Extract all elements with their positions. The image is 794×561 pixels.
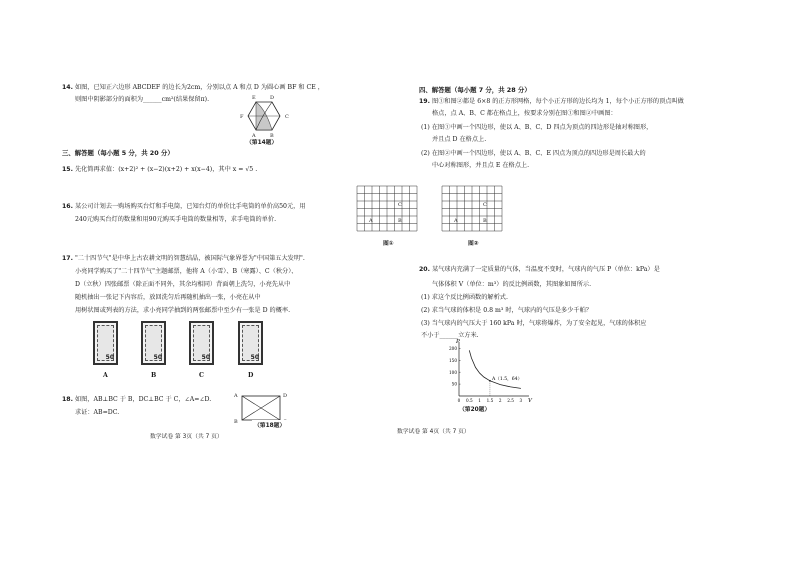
- x-tick-label: 0.5: [465, 398, 473, 403]
- x-tick-label: 3: [519, 398, 523, 403]
- q19-part1-line2: 并且点 D 在格点上.: [432, 136, 487, 143]
- x-tick-label: 1: [478, 398, 481, 403]
- q20-line2: 气体体积 V（单位：m³）的反比例函数，其图象如图所示.: [432, 281, 592, 288]
- q18-line1: 18. 如图，AB⊥BC 于 B，DC⊥BC 于 C，∠A=∠D.: [62, 396, 212, 403]
- right-page: [369, 0, 794, 561]
- q19-line1: 19. 图①和图②都是 6×8 的正方形网格，每个小正方形的边长均为 1，每个小正方形的顶点叫做: [419, 98, 684, 105]
- q20-part3: (3) 当气球内的气压大于 160 kPa 时，气球将爆炸，为了安全起见，气球的体积应: [421, 320, 647, 327]
- q19-line2: 格点，点 A、B、C 都在格点上，按要求分别在图①和图②中画图：: [432, 110, 617, 117]
- section4-heading: 四、解答题（每小题 7 分，共 28 分）: [419, 86, 531, 94]
- q14-caption: （第14题）: [246, 140, 278, 146]
- y-tick-label: 200: [449, 345, 457, 351]
- stamp-c-label: C: [199, 372, 204, 379]
- q14-label-c: C: [285, 114, 289, 120]
- q19-part1-line1: (1) 在图①中画一个四边形，使以 A、B、C、D 四点为顶点的四边形是轴对称图形，: [421, 124, 653, 131]
- q14-label-e: E: [252, 95, 256, 101]
- grid-figure-1: [355, 184, 419, 234]
- stamp-d-label: D: [248, 372, 254, 379]
- grid2-label-a: A: [454, 218, 458, 224]
- q18-label-b: B: [234, 419, 238, 425]
- right-footer: 数学试卷 第 4页（共 7 页）: [397, 429, 470, 435]
- q20-part4: 不小于______立方米.: [421, 332, 479, 339]
- y-axis-label: P: [456, 339, 460, 345]
- left-footer: 数学试卷 第 3页（共 7 页）: [150, 434, 223, 440]
- q18-line2: 求证：AB=DC.: [75, 409, 120, 416]
- q14-hexagon-figure: [244, 98, 284, 134]
- x-tick-label: 0: [457, 398, 461, 403]
- x-axis-label: V: [528, 398, 532, 404]
- stamp-a-label: A: [103, 372, 108, 379]
- stamp-d: 50: [238, 321, 263, 365]
- q17-line2: 小亮同学购买了"二十四节气"主题邮票，他将 A（小雪）、B（寒露）、C（秋分）、: [75, 268, 298, 275]
- grid-figure-2: [440, 184, 504, 234]
- grid2-label-c: C: [483, 202, 487, 208]
- stamp-a: 50: [93, 321, 118, 365]
- x-tick-label: 2: [498, 398, 502, 403]
- q18-caption: （第18题）: [252, 420, 287, 429]
- q20-part2: (2) 求当气球的体积是 0.8 m³ 时，气球内的气压是多少千帕？: [421, 307, 592, 314]
- q14-line1: 14. 如图，已知正六边形 ABCDEF 的边长为2cm，分别以点 A 和点 D 为圆心画 BF 和 CE ，: [62, 84, 324, 91]
- point-a: [489, 380, 491, 382]
- q19-part2-line2: 中心对称图形，并且点 E 在格点上.: [432, 162, 530, 169]
- q17-line5: 用树状图或列表的方法，求小亮同学抽到的两张邮票中至少有一张是 D 的概率.: [75, 307, 291, 314]
- x-tick-label: 2.5: [507, 398, 514, 403]
- q18-label-a: A: [234, 393, 238, 399]
- stamp-c: 50: [189, 321, 214, 365]
- x-tick-label: 1.5: [486, 398, 494, 403]
- q20-part1: (1) 求这个反比例函数的解析式.: [421, 294, 508, 301]
- grid2-label-b: B: [483, 218, 487, 224]
- q16-line2: 240元购买台灯的数量和用90元购买手电筒的数量相等，求手电筒的单价.: [75, 216, 277, 223]
- q20-caption: （第20题）: [459, 407, 491, 413]
- q17-line4: 随机抽出一张记下内容后，放回洗匀后再随机抽出一张，小亮在从中: [75, 294, 261, 301]
- q17-line3: D（立秋）四张邮票（除正面不同外，其余均相同）背面朝上洗匀，小亮先从中: [75, 281, 291, 288]
- grid1-label-a: A: [369, 218, 373, 224]
- y-tick-label: 50: [451, 381, 457, 387]
- grid1-label-c: C: [398, 202, 402, 208]
- grid1-label-b: B: [398, 218, 402, 224]
- q20-line1: 20. 某气球内充满了一定质量的气体，当温度不变时，气球内的气压 P（单位：kPa）是: [419, 266, 660, 273]
- series-curve: [469, 350, 521, 388]
- grid2-caption: 图②: [468, 241, 479, 247]
- y-tick-label: 100: [449, 369, 457, 375]
- q19-part2-line1: (2) 在图②中画一个四边形，使以 A、B、C、E 四点为顶点的四边形是周长最大的: [421, 150, 646, 157]
- pressure-volume-chart: [445, 340, 535, 408]
- q14-label-a: A: [252, 133, 256, 139]
- q16-line1: 16. 某公司计划去一购场购买台灯和手电筒，已知台灯的单价比手电筒的单价高50元，用: [62, 203, 306, 210]
- section3-heading: 三、解答题（每小题 5 分，共 20 分）: [62, 149, 174, 157]
- y-tick-label: 150: [449, 357, 457, 363]
- q17-line1: 17. "二十四节气"是中华上古农耕文明的智慧结晶，被国际气象界誉为"中国第五大发明".: [62, 255, 305, 262]
- q14-label-b: B: [270, 133, 274, 139]
- q14-label-f: F: [240, 114, 244, 120]
- q14-label-d: D: [270, 95, 275, 101]
- q18-label-d: D: [283, 393, 288, 399]
- stamp-b: 50: [141, 321, 166, 365]
- stamp-b-label: B: [151, 372, 157, 379]
- q14-line2: 则图中阴影部分的面积为______cm²(结果保留π).: [75, 96, 210, 103]
- point-a-label: A（1.5，64）: [491, 376, 523, 382]
- q15: 15. 先化简再求值：(x+2)² + (x−2)(x+2) + x(x−4)，其中 x = √5 .: [62, 166, 258, 173]
- grid1-caption: 图①: [383, 241, 394, 247]
